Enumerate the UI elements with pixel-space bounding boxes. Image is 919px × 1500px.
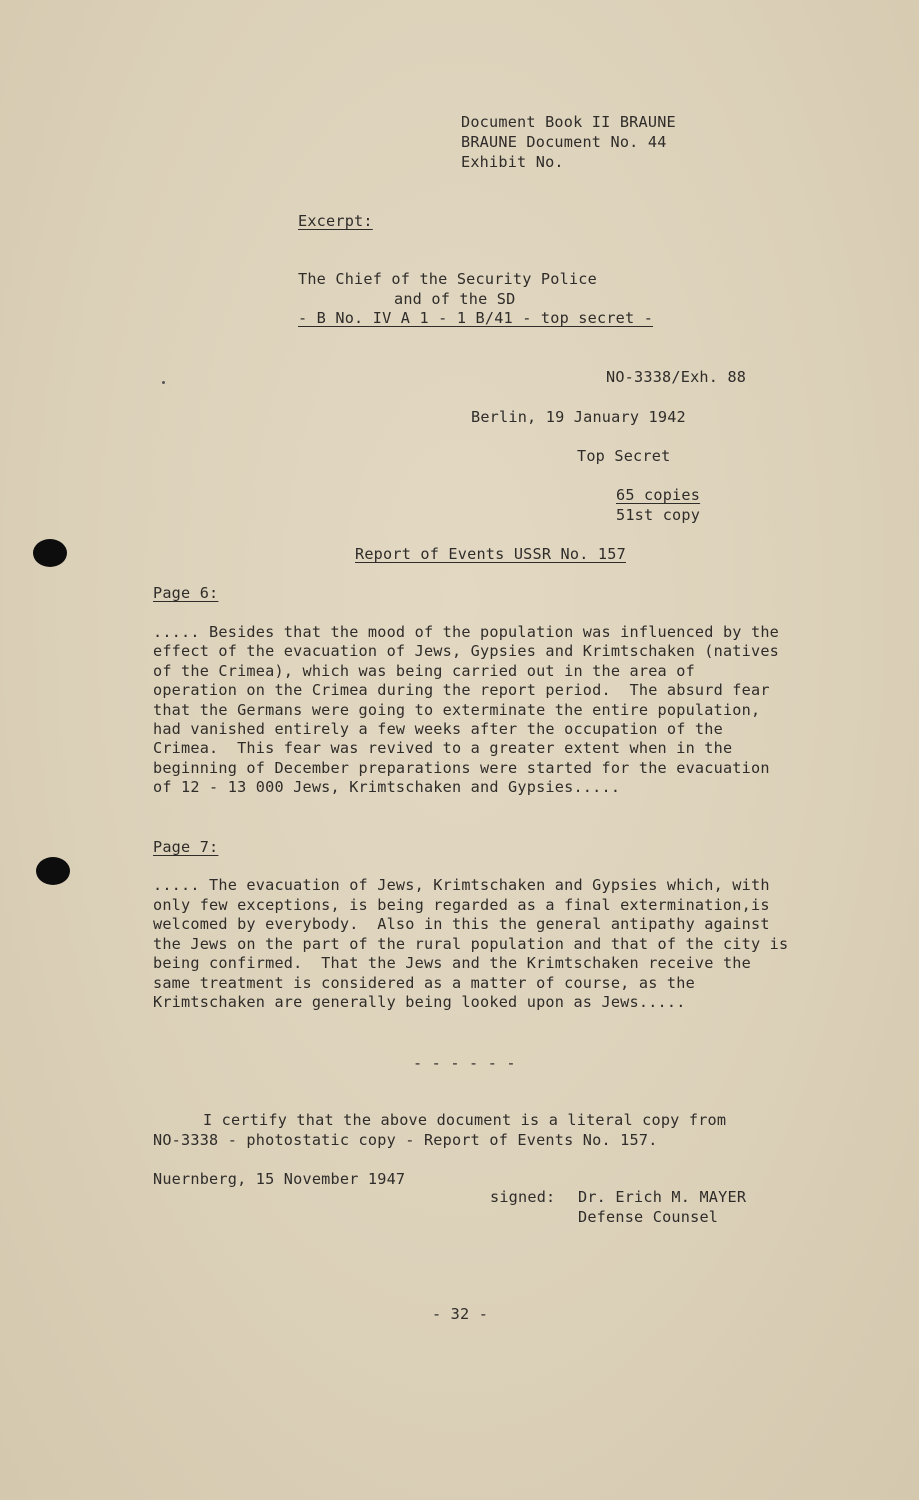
certification-line-1: I certify that the above document is a literal copy from xyxy=(203,1111,727,1129)
section-1-line: that the Germans were going to exterminate the entire population, xyxy=(153,701,761,719)
section-2-line: same treatment is considered as a matter of course, as the xyxy=(153,974,695,992)
place-date-nuernberg: Nuernberg, 15 November 1947 xyxy=(153,1170,406,1188)
header-line-2: BRAUNE Document No. 44 xyxy=(461,133,667,151)
section-1-line: operation on the Crimea during the report period. The absurd fear xyxy=(153,681,770,699)
separator: - - - - - - xyxy=(413,1054,516,1072)
signed-label: signed: xyxy=(490,1188,556,1206)
section-2-line: being confirmed. That the Jews and the Krimtschaken receive the xyxy=(153,954,751,972)
sender-line-1: The Chief of the Security Police xyxy=(298,270,597,288)
place-date-berlin: Berlin, 19 January 1942 xyxy=(471,408,686,426)
section-2-line: the Jews on the part of the rural population and that of the city is xyxy=(153,935,789,953)
reference-number: NO-3338/Exh. 88 xyxy=(606,368,747,386)
section-1-line: ..... Besides that the mood of the population was influenced by the xyxy=(153,623,780,641)
sender-reference: - B No. IV A 1 - 1 B/41 - top secret - xyxy=(298,309,654,327)
stray-mark xyxy=(162,381,165,384)
punch-hole-bottom xyxy=(36,857,70,885)
section-1-line: beginning of December preparations were started for the evacuation xyxy=(153,759,770,777)
report-title: Report of Events USSR No. 157 xyxy=(355,545,626,563)
section-2-line: ..... The evacuation of Jews, Krimtschaken and Gypsies which, with xyxy=(153,876,770,894)
classification: Top Secret xyxy=(577,447,671,465)
section-1-line: of the Crimea), which was being carried out in the area of xyxy=(153,662,695,680)
excerpt-label: Excerpt: xyxy=(298,212,373,230)
section-2-label: Page 7: xyxy=(153,838,219,856)
section-1-line: effect of the evacuation of Jews, Gypsies and Krimtschaken (natives xyxy=(153,642,780,660)
section-1-line: had vanished entirely a few weeks after the occupation of the xyxy=(153,720,723,738)
header-line-3: Exhibit No. xyxy=(461,153,564,171)
section-1-line: of 12 - 13 000 Jews, Krimtschaken and Gypsies..... xyxy=(153,778,621,796)
copies-count: 65 copies xyxy=(616,486,701,504)
page-number: - 32 - xyxy=(432,1305,489,1323)
section-1-label: Page 6: xyxy=(153,584,219,602)
punch-hole-top xyxy=(33,539,67,567)
copy-number: 51st copy xyxy=(616,506,701,524)
sender-line-2: and of the SD xyxy=(394,290,516,308)
signatory-title: Defense Counsel xyxy=(578,1208,719,1226)
certification-line-2: NO-3338 - photostatic copy - Report of Events No. 157. xyxy=(153,1131,658,1149)
header-line-1: Document Book II BRAUNE xyxy=(461,113,676,131)
section-2-line: only few exceptions, is being regarded as a final extermination,is xyxy=(153,896,770,914)
signatory-name: Dr. Erich M. MAYER xyxy=(578,1188,747,1206)
section-1-line: Crimea. This fear was revived to a greater extent when in the xyxy=(153,739,733,757)
section-2-line: Krimtschaken are generally being looked upon as Jews..... xyxy=(153,993,686,1011)
section-2-line: welcomed by everybody. Also in this the general antipathy against xyxy=(153,915,770,933)
